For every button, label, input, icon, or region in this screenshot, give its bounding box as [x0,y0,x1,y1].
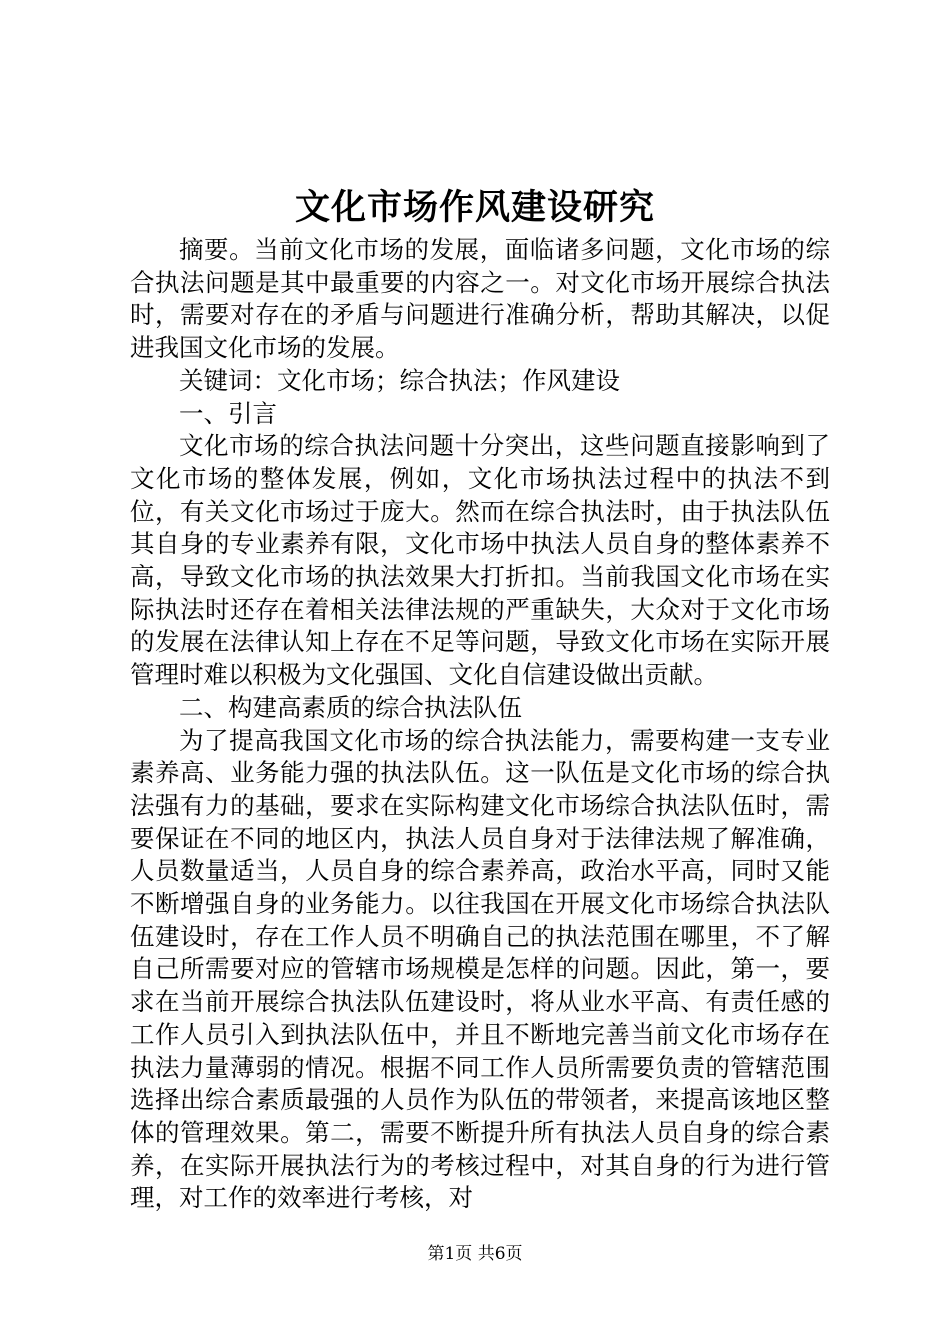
abstract-paragraph: 摘要。当前文化市场的发展，面临诸多问题，文化市场的综合执法问题是其中最重要的内容之一。对文化市场开展综合执法时，需要对存在的矛盾与问题进行准确分析，帮助其解决，以促进我国文化市场的发展。 [130,235,830,363]
section-heading-introduction: 一、引言 [179,398,277,428]
introduction-paragraph: 文化市场的综合执法问题十分突出，这些问题直接影响到了文化市场的整体发展，例如，文化市场执法过程中的执法不到位，有关文化市场过于庞大。然而在综合执法时，由于执法队伍其自身的专业素养有限，文化市场中执法人员自身的整体素养不高，导致文化市场的执法效果大打折扣。当前我国文化市场在实际执法时还存在着相关法律法规的严重缺失，大众对于文化市场的发展在法律认知上存在不足等问题，导致文化市场在实际开展管理时难以积极为文化强国、文化自信建设做出贡献。 [130,431,830,690]
section-heading-team: 二、构建高素质的综合执法队伍 [179,692,522,722]
keywords-paragraph: 关键词：文化市场；综合执法；作风建设 [179,365,620,395]
document-title: 文化市场作风建设研究 [294,187,655,228]
team-paragraph: 为了提高我国文化市场的综合执法能力，需要构建一支专业素养高、业务能力强的执法队伍。这一队伍是文化市场的综合执法强有力的基础，要求在实际构建文化市场综合执法队伍时，需要保证在不同的地区内，执法人员自身对于法律法规了解准确，人员数量适当，人员自身的综合素养高，政治水平高，同时又能不断增强自身的业务能力。以往我国在开展文化市场综合执法队伍建设时，存在工作人员不明确自己的执法范围在哪里，不了解自己所需要对应的管辖市场规模是怎样的问题。因此，第一，要求在当前开展综合执法队伍建设时，将从业水平高、有责任感的工作人员引入到执法队伍中，并且不断地完善当前文化市场存在执法力量薄弱的情况。根据不同工作人员所需要负责的管辖范围选择出综合素质最强的人员作为队伍的带领者，来提高该地区整体的管理效果。第二，需要不断提升所有执法人员自身的综合素养，在实际开展执法行为的考核过程中，对其自身的行为进行管理，对工作的效率进行考核，对 [130,725,830,1213]
document-body [130,234,830,1215]
page-footer: 第1页 共6页 [427,1244,523,1264]
